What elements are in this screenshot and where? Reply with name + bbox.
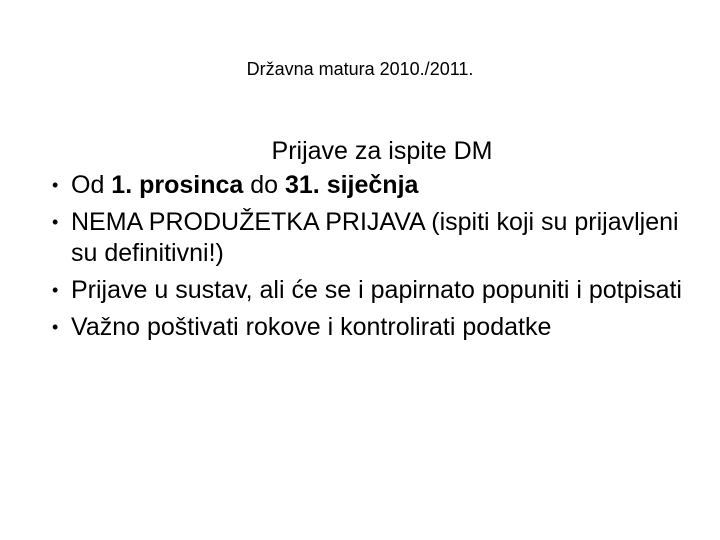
bullet-icon: • <box>52 175 59 195</box>
bullet-item-registration <box>52 275 692 306</box>
bullet-text-middle: do <box>243 171 285 199</box>
bullet-icon: • <box>52 212 59 232</box>
slide-header: Državna matura 2010./2011. <box>246 59 474 79</box>
bullet-item-deadlines <box>52 312 692 343</box>
bullet-icon: • <box>52 280 59 300</box>
bullet-icon: • <box>52 317 59 337</box>
bullet-list <box>52 170 692 343</box>
bullet-text-start-date: 1. prosinca <box>111 171 244 199</box>
bullet-text: Važno poštivati rokove i kontrolirati podatke <box>71 313 552 341</box>
slide-content <box>52 132 692 349</box>
slide-subtitle: Prijave za ispite DM <box>271 137 493 165</box>
bullet-item-dates <box>52 170 692 201</box>
bullet-text-end-date: 31. siječnja <box>285 171 419 199</box>
bullet-item-no-extension <box>52 207 692 269</box>
bullet-text: NEMA PRODUŽETKA PRIJAVA (ispiti koji su prijavljeni su definitivni!) <box>71 208 679 267</box>
bullet-text: Prijave u sustav, ali će se i papirnato popuniti i potpisati <box>71 276 682 304</box>
bullet-text-prefix: Od <box>71 171 112 199</box>
